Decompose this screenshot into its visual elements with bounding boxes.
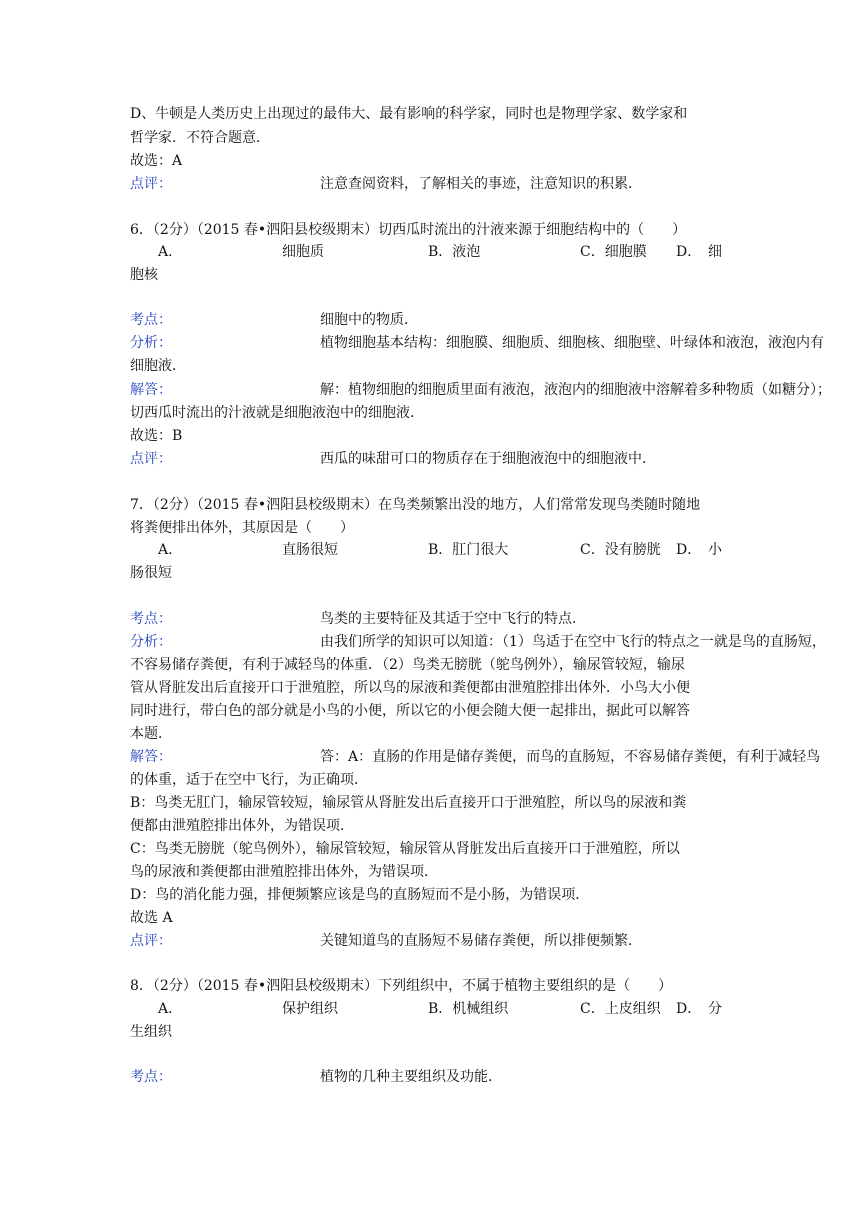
- q7-options: [130, 538, 730, 562]
- q7-stem-line1: 7．（2分）（2015 春•泗阳县校级期末）在鸟类频繁出没的地方，人们常常发现鸟类随时随地: [130, 497, 701, 513]
- kaodian-text: 细胞中的物质．: [320, 312, 418, 328]
- q7-fenxi-line4: 同时进行，带白色的部分就是小鸟的小便，所以它的小便会随大便一起排出，据此可以解答: [130, 703, 690, 719]
- q7-fenxi-line3: 管从肾脏发出后直接开口于泄殖腔，所以鸟的尿液和粪便都由泄殖腔排出体外．小鸟大小便: [130, 680, 690, 696]
- kaodian-text: 植物的几种主要组织及功能．: [320, 1069, 502, 1085]
- q6-fenxi: [130, 331, 824, 355]
- jieda-label: 解答：: [130, 749, 172, 765]
- review-text: 关键知道鸟的直肠短不易储存粪便，所以排便频繁．: [320, 933, 642, 949]
- review-label: 点评：: [130, 933, 172, 949]
- q7-c-line2: 鸟的尿液和粪便都由泄殖腔排出体外，为错误项．: [130, 864, 438, 880]
- q7-option-d-text1: 小: [708, 542, 722, 558]
- kaodian-label: 考点：: [130, 611, 172, 627]
- q7-choice: 故选 A: [130, 910, 173, 926]
- q7-option-d-label: D．: [676, 542, 702, 558]
- q6-option-d-label: D．: [676, 244, 702, 260]
- prev-answer-d-line2: 哲学家．不符合题意．: [130, 130, 270, 146]
- review-text: 西瓜的味甜可口的物质存在于细胞液泡中的细胞液中．: [320, 451, 656, 467]
- q7-option-c: C．没有膀胱: [580, 542, 661, 558]
- q6-choice: 故选：B: [130, 428, 183, 444]
- prev-answer-review: [130, 172, 642, 196]
- fenxi-label: 分析：: [130, 634, 172, 650]
- review-label: 点评：: [130, 176, 172, 192]
- q7-review: [130, 929, 642, 953]
- q8-stem: 8．（2分）（2015 春•泗阳县校级期末）下列组织中，不属于植物主要组织的是（ ）: [130, 978, 673, 994]
- jieda-label: 解答：: [130, 382, 172, 398]
- q8-option-b: B．机械组织: [428, 1001, 509, 1017]
- kaodian-label: 考点：: [130, 312, 172, 328]
- review-label: 点评：: [130, 451, 172, 467]
- q8-kaodian: [130, 1065, 502, 1089]
- q7-option-a-text: 直肠很短: [282, 542, 338, 558]
- jieda-line1: 答：A：直肠的作用是储存粪便，而鸟的直肠短，不容易储存粪便，有利于减轻鸟: [320, 749, 821, 765]
- q6-option-d-text1: 细: [708, 244, 722, 260]
- q7-c-line1: C：鸟类无膀胱（鸵鸟例外），输尿管较短，输尿管从肾脏发出后直接开口于泄殖腔，所以: [130, 841, 680, 857]
- q6-option-a-text: 细胞质: [282, 244, 324, 260]
- q8-option-a-label: A．: [158, 1001, 183, 1017]
- q6-options: [130, 240, 730, 264]
- fenxi-line1: 植物细胞基本结构：细胞膜、细胞质、细胞核、细胞壁、叶绿体和液泡，液泡内有: [320, 335, 824, 351]
- q7-jieda: [130, 745, 821, 769]
- review-text: 注意查阅资料，了解相关的事迹，注意知识的积累．: [320, 176, 642, 192]
- q7-option-d-text2: 肠很短: [130, 565, 172, 581]
- kaodian-text: 鸟类的主要特征及其适于空中飞行的特点．: [320, 611, 586, 627]
- q7-option-a-label: A．: [158, 542, 183, 558]
- q8-option-d-label: D．: [676, 1001, 702, 1017]
- q6-option-d-text2: 胞核: [130, 267, 158, 283]
- q8-option-a-text: 保护组织: [282, 1001, 338, 1017]
- q6-fenxi-line2: 细胞液．: [130, 358, 186, 374]
- q6-review: [130, 447, 656, 471]
- q7-b-line2: 便都由泄殖腔排出体外，为错误项．: [130, 818, 354, 834]
- jieda-line1: 解：植物细胞的细胞质里面有液泡，液泡内的细胞液中溶解着多种物质（如糖分）；: [320, 382, 831, 398]
- fenxi-line1: 由我们所学的知识可以知道：（1）鸟适于在空中飞行的特点之一就是鸟的直肠短，: [320, 634, 826, 650]
- q8-option-d-text2: 生组织: [130, 1024, 172, 1040]
- q7-fenxi-line5: 本题．: [130, 726, 172, 742]
- q7-stem-line2: 将粪便排出体外，其原因是（ ）: [130, 520, 354, 536]
- q8-option-d-text1: 分: [708, 1001, 722, 1017]
- q6-jieda: [130, 378, 831, 402]
- q6-option-c: C．细胞膜: [580, 244, 647, 260]
- q6-kaodian: [130, 308, 418, 332]
- prev-answer-choice: 故选：A: [130, 153, 183, 169]
- q6-option-a-label: A．: [158, 244, 183, 260]
- kaodian-label: 考点：: [130, 1069, 172, 1085]
- q7-fenxi: [130, 630, 826, 654]
- q7-b-line1: B：鸟类无肛门，输尿管较短，输尿管从肾脏发出后直接开口于泄殖腔，所以鸟的尿液和粪: [130, 795, 687, 811]
- fenxi-label: 分析：: [130, 335, 172, 351]
- q6-jieda-line2: 切西瓜时流出的汁液就是细胞液泡中的细胞液．: [130, 405, 424, 421]
- q6-stem: 6．（2分）（2015 春•泗阳县校级期末）切西瓜时流出的汁液来源于细胞结构中的（ ）: [130, 222, 687, 238]
- q8-options: [130, 997, 730, 1021]
- q6-option-b: B．液泡: [428, 244, 481, 260]
- q8-option-c: C．上皮组织: [580, 1001, 661, 1017]
- q7-kaodian: [130, 607, 586, 631]
- prev-answer-d-line1: D、牛顿是人类历史上出现过的最伟大、最有影响的科学家，同时也是物理学家、数学家和: [130, 106, 688, 122]
- q7-fenxi-line2: 不容易储存粪便，有利于减轻鸟的体重．（2）鸟类无膀胱（鸵鸟例外），输尿管较短，输尿: [130, 657, 685, 673]
- q7-jieda-line2: 的体重，适于在空中飞行，为正确项．: [130, 772, 368, 788]
- q7-option-b: B．肛门很大: [428, 542, 509, 558]
- q7-d-line1: D：鸟的消化能力强，排便频繁应该是鸟的直肠短而不是小肠，为错误项．: [130, 887, 590, 903]
